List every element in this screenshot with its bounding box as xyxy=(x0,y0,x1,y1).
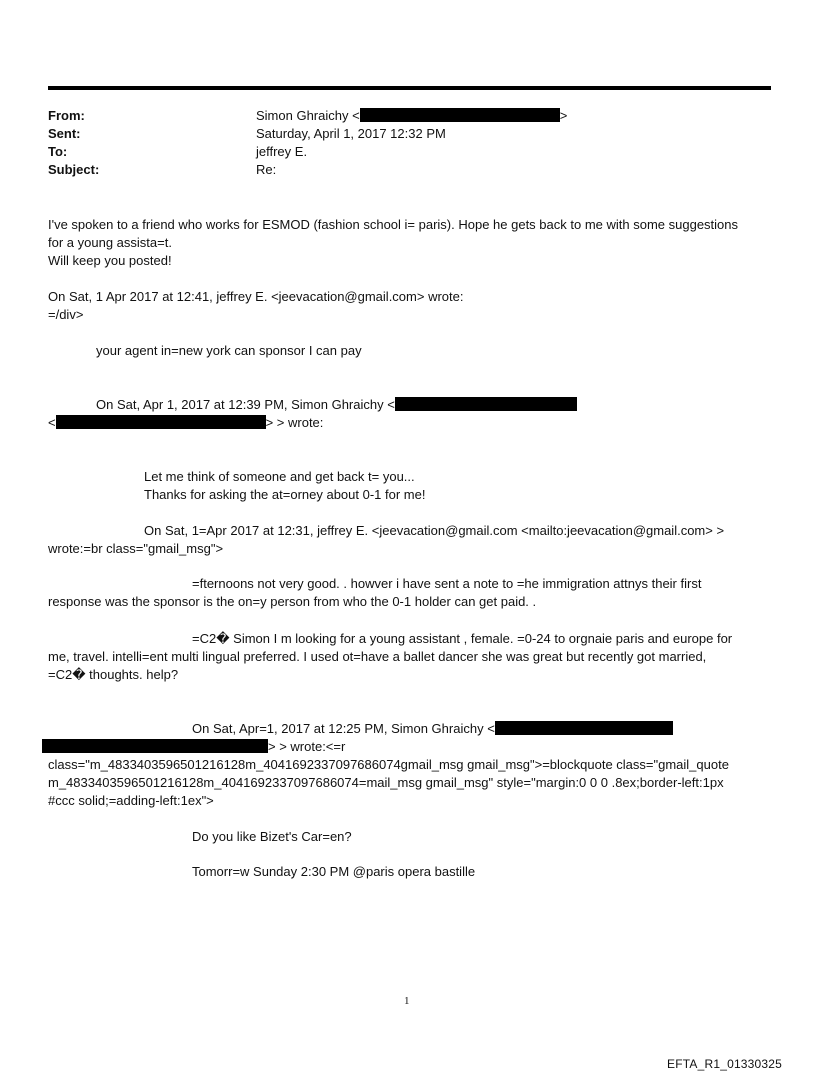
sent-value: Saturday, April 1, 2017 12:32 PM xyxy=(256,126,446,141)
quote-message-3a-line1: =fternoons not very good. . howver i have sent a note to =he immigration attnys their first xyxy=(192,576,702,591)
quote-header-3-cont: wrote:=br class="gmail_msg"> xyxy=(48,541,224,556)
quote-header-2-cont xyxy=(48,414,323,432)
quote-fragment: =/div> xyxy=(48,307,84,322)
sent-label: Sent: xyxy=(48,126,81,141)
redaction-bar xyxy=(395,397,577,411)
quote-attribution: On Sat, Apr=1, 2017 at 12:25 PM, Simon Ghraichy < xyxy=(192,721,495,736)
body-line: class="m_4833403596501216128m_4041692337097686074gmail_msg gmail_msg">=blockquote class="gmail_quote xyxy=(48,757,729,772)
body-line: m_4833403596501216128m_4041692337097686074=mail_msg gmail_msg" style="margin:0 0 0 .8ex;border-left:1px xyxy=(48,775,724,790)
from-label: From: xyxy=(48,108,85,123)
header-rule xyxy=(48,86,771,90)
body-line: for a young assista=t. xyxy=(48,235,172,250)
body-line: I've spoken to a friend who works for ESMOD (fashion school i= paris). Hope he gets back to me with some suggestions xyxy=(48,217,739,232)
from-value xyxy=(256,108,567,123)
quote-message-3b-line2: me, travel. intelli=ent multi lingual preferred. I used ot=have a ballet dancer she was great but recently got married, xyxy=(48,649,707,664)
from-name: Simon Ghraichy < xyxy=(256,108,360,123)
quote-attribution: On Sat, 1 Apr 2017 at 12:41, jeffrey E. <jeevacation@gmail.com> wrote: xyxy=(48,289,464,304)
subject-value: Re: xyxy=(256,162,277,177)
redaction-bar xyxy=(56,415,266,429)
redaction-bar xyxy=(495,721,673,735)
quote-wrote: > > wrote: xyxy=(265,415,324,430)
redaction-bar xyxy=(42,739,268,753)
to-value: jeffrey E. xyxy=(256,144,308,159)
quote-header-3: On Sat, 1=Apr 2017 at 12:31, jeffrey E. <jeevacation@gmail.com <mailto:jeevacation@gmail.com> > xyxy=(144,523,725,538)
quote-message-3b-line1: =C2� Simon I m looking for a young assistant , female. =0-24 to orgnaie paris and europe for xyxy=(192,631,733,646)
from-close: > xyxy=(559,108,568,123)
quote-header-1 xyxy=(48,288,463,324)
quote-fragment: < xyxy=(48,415,56,430)
subject-label: Subject: xyxy=(48,162,100,177)
quote-message-3b-line3: =C2� thoughts. help? xyxy=(48,667,179,682)
body-line: Thanks for asking the at=orney about 0-1 for me! xyxy=(144,487,426,502)
quote-message-3a-line2: response was the sponsor is the on=y person from who the 0-1 holder can get paid. . xyxy=(48,594,537,609)
to-label: To: xyxy=(48,144,68,159)
quote-message-4a: Do you like Bizet's Car=en? xyxy=(192,829,352,844)
quote-message-2 xyxy=(144,468,425,504)
quote-header-4-markup xyxy=(48,756,729,810)
quote-header-2 xyxy=(96,396,577,414)
quote-attribution: On Sat, Apr 1, 2017 at 12:39 PM, Simon Ghraichy < xyxy=(96,397,395,412)
body-line: Let me think of someone and get back t= you... xyxy=(144,469,415,484)
quote-message-1: your agent in=new york can sponsor I can pay xyxy=(96,343,362,358)
quote-wrote: > > wrote:<=r xyxy=(268,739,346,754)
quote-header-4-cont xyxy=(42,738,345,756)
redaction-bar xyxy=(360,108,560,122)
body-line: #ccc solid;=adding-left:1ex"> xyxy=(48,793,214,808)
message-body-1 xyxy=(48,216,738,270)
quote-header-4 xyxy=(192,720,673,738)
body-line: Will keep you posted! xyxy=(48,253,172,268)
quote-message-4b: Tomorr=w Sunday 2:30 PM @paris opera bastille xyxy=(192,864,476,879)
page-number: 1 xyxy=(404,995,410,1007)
bates-number: EFTA_R1_01330325 xyxy=(667,1057,783,1071)
